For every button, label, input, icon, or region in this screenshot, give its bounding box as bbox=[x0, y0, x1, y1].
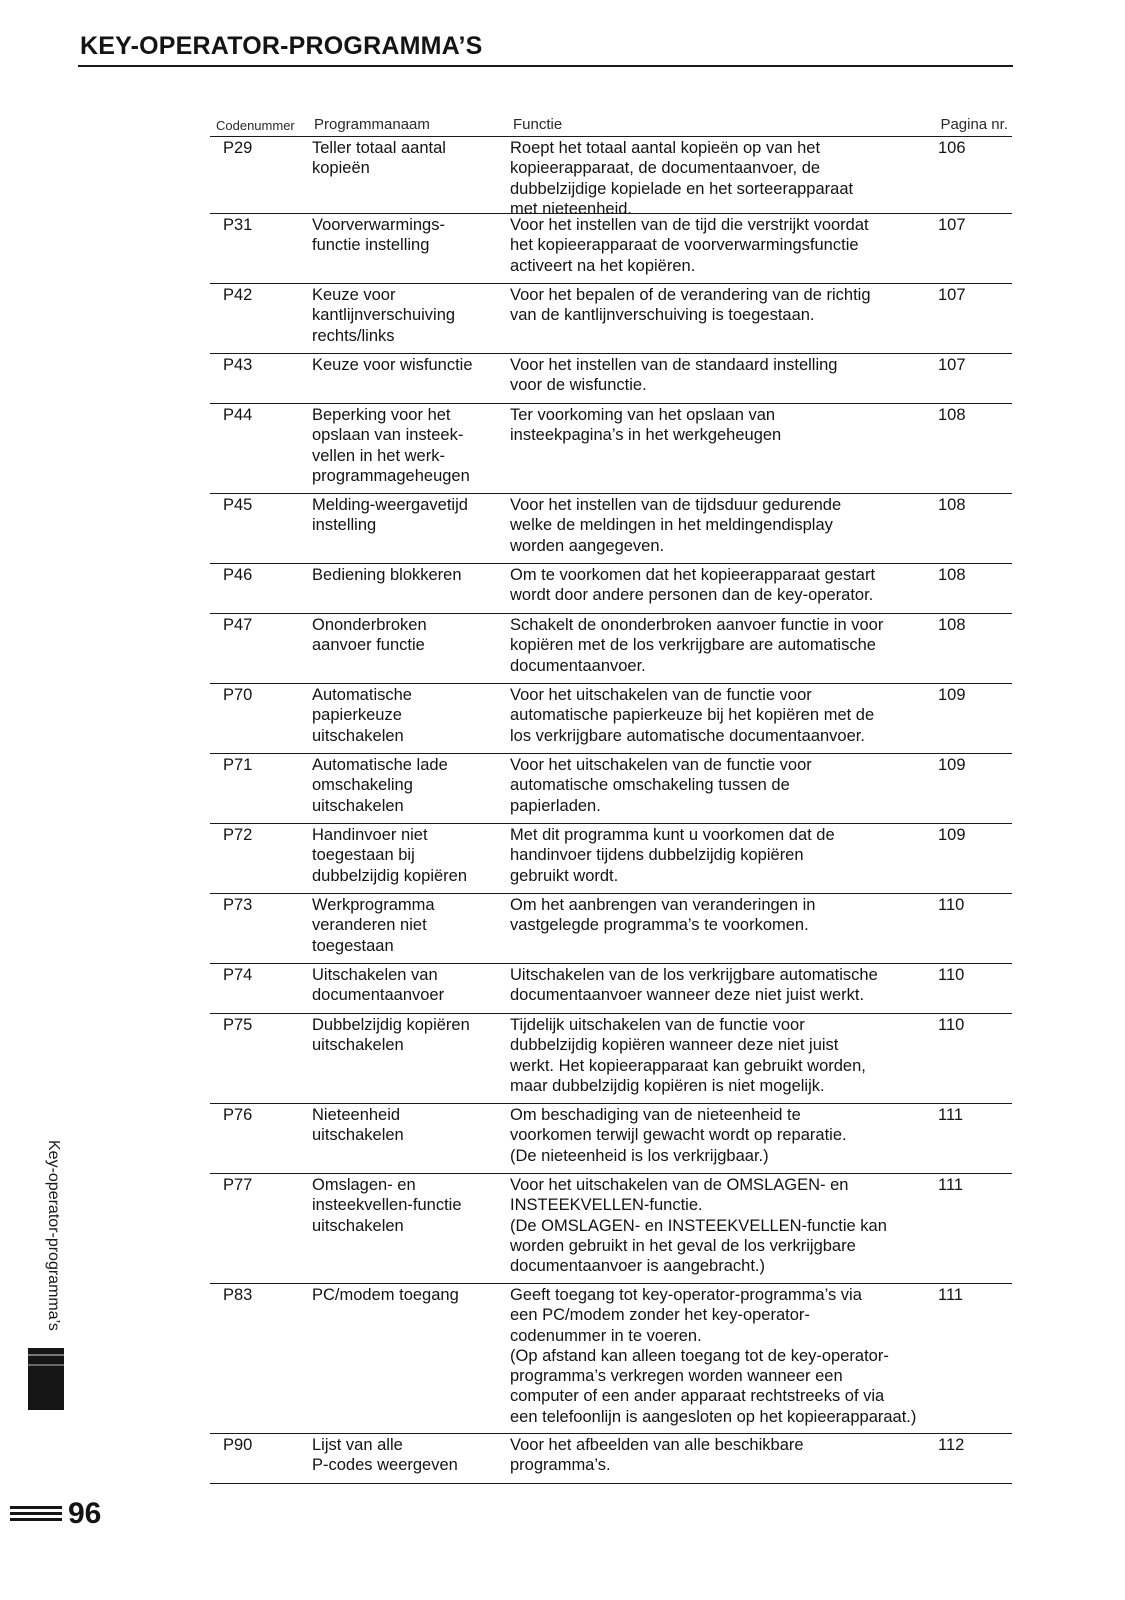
row-page: 108 bbox=[938, 406, 966, 424]
row-function: Om beschadiging van de nieteenheid te voorkomen terwijl gewacht wordt op reparatie. (De nieteenheid is los verkrijgbaar.) bbox=[510, 1106, 847, 1165]
row-name: Werkprogramma veranderen niet toegestaan bbox=[312, 896, 435, 955]
row-name: Beperking voor het opslaan van insteek- vellen in het werk- programmageheugen bbox=[312, 406, 470, 485]
row-code: P47 bbox=[223, 616, 253, 634]
row-code: P90 bbox=[223, 1436, 253, 1454]
table-row bbox=[210, 1174, 1012, 1284]
row-code: P76 bbox=[223, 1106, 253, 1124]
row-page: 112 bbox=[938, 1436, 965, 1454]
table-row bbox=[210, 964, 1012, 1014]
row-code: P70 bbox=[223, 686, 253, 704]
table-row bbox=[210, 614, 1012, 684]
row-name: Melding-weergavetijd instelling bbox=[312, 496, 468, 535]
header-function: Functie bbox=[513, 116, 563, 133]
row-name: Ononderbroken aanvoer functie bbox=[312, 616, 427, 655]
row-page: 111 bbox=[938, 1176, 964, 1194]
row-function: Voor het instellen van de standaard instelling voor de wisfunctie. bbox=[510, 356, 838, 395]
row-page: 107 bbox=[938, 286, 966, 304]
row-page: 108 bbox=[938, 496, 966, 514]
row-name: Bediening blokkeren bbox=[312, 566, 462, 584]
row-page: 109 bbox=[938, 686, 966, 704]
row-function: Voor het uitschakelen van de OMSLAGEN- en INSTEEKVELLEN-functie. (De OMSLAGEN- en INSTEEKVELLEN-functie kan worden gebruikt in het geval de los verkrijgbare documentaanvoer is aangebracht.) bbox=[510, 1176, 887, 1276]
row-name: PC/modem toegang bbox=[312, 1286, 459, 1304]
table-row bbox=[210, 1014, 1012, 1104]
row-page: 106 bbox=[938, 139, 966, 157]
row-function: Geeft toegang tot key-operator-programma’s via een PC/modem zonder het key-operator- codenummer in te voeren. (Op afstand kan alleen toegang tot de key-operator- programma’s verkregen worden wanneer een computer of een ander apparaat rechtstreeks of via een telefoonlijn is aangesloten op het kopieerapparaat.) bbox=[510, 1286, 917, 1426]
row-name: Automatische lade omschakeling uitschakelen bbox=[312, 756, 448, 815]
row-name: Teller totaal aantal kopieën bbox=[312, 139, 446, 178]
row-function: Om het aanbrengen van veranderingen in vastgelegde programma’s te voorkomen. bbox=[510, 896, 816, 935]
side-tab-marker bbox=[28, 1348, 64, 1410]
row-name: Omslagen- en insteekvellen-functie uitschakelen bbox=[312, 1176, 462, 1235]
row-function: Voor het instellen van de tijd die verstrijkt voordat het kopieerapparaat de voorverwarmingsfunctie activeert na het kopiëren. bbox=[510, 216, 869, 275]
row-name: Handinvoer niet toegestaan bij dubbelzijdig kopiëren bbox=[312, 826, 468, 885]
row-code: P74 bbox=[223, 966, 253, 984]
table-row bbox=[210, 1104, 1012, 1174]
row-name: Dubbelzijdig kopiëren uitschakelen bbox=[312, 1016, 470, 1055]
page-title: KEY-OPERATOR-PROGRAMMA’S bbox=[80, 32, 483, 60]
row-code: P43 bbox=[223, 356, 253, 374]
table-row bbox=[210, 894, 1012, 964]
row-page: 109 bbox=[938, 756, 966, 774]
row-function: Voor het uitschakelen van de functie voor automatische papierkeuze bij het kopiëren met de los verkrijgbare automatische documentaanvoer. bbox=[510, 686, 875, 745]
page-number-mark bbox=[10, 1506, 62, 1522]
header-name: Programmanaam bbox=[314, 116, 430, 133]
table-row bbox=[210, 214, 1012, 284]
row-function: Schakelt de ononderbroken aanvoer functie in voor kopiëren met de los verkrijgbare are automatische documentaanvoer. bbox=[510, 616, 884, 675]
row-page: 108 bbox=[938, 566, 966, 584]
row-function: Ter voorkoming van het opslaan van insteekpagina’s in het werkgeheugen bbox=[510, 406, 782, 445]
row-name: Keuze voor wisfunctie bbox=[312, 356, 473, 374]
row-page: 110 bbox=[938, 966, 965, 984]
header-code: Codenummer bbox=[216, 118, 295, 133]
table-row bbox=[210, 1434, 1012, 1484]
page-number: 96 bbox=[68, 1497, 102, 1530]
table-row bbox=[210, 564, 1012, 614]
row-function: Voor het bepalen of de verandering van de richtig van de kantlijnverschuiving is toegestaan. bbox=[510, 286, 871, 325]
row-page: 108 bbox=[938, 616, 966, 634]
row-page: 110 bbox=[938, 896, 965, 914]
row-code: P31 bbox=[223, 216, 253, 234]
row-function: Voor het uitschakelen van de functie voor automatische omschakeling tussen de papierladen. bbox=[510, 756, 812, 815]
row-page: 107 bbox=[938, 216, 966, 234]
row-code: P45 bbox=[223, 496, 253, 514]
row-function: Uitschakelen van de los verkrijgbare automatische documentaanvoer wanneer deze niet juist werkt. bbox=[510, 966, 878, 1005]
row-name: Automatische papierkeuze uitschakelen bbox=[312, 686, 412, 745]
program-table bbox=[210, 112, 1012, 1484]
row-name: Voorverwarmings- functie instelling bbox=[312, 216, 445, 255]
row-page: 107 bbox=[938, 356, 966, 374]
row-function: Roept het totaal aantal kopieën op van het kopieerapparaat, de documentaanvoer, de dubbelzijdige kopielade en het sorteerapparaat met nieteenheid. bbox=[510, 139, 854, 218]
row-page: 110 bbox=[938, 1016, 965, 1034]
row-function: Om te voorkomen dat het kopieerapparaat gestart wordt door andere personen dan de key-operator. bbox=[510, 566, 876, 605]
row-code: P71 bbox=[223, 756, 253, 774]
table-header bbox=[210, 112, 1012, 137]
row-code: P73 bbox=[223, 896, 253, 914]
table-row bbox=[210, 284, 1012, 354]
row-code: P83 bbox=[223, 1286, 253, 1304]
row-function: Tijdelijk uitschakelen van de functie voor dubbelzijdig kopiëren wanneer deze niet juist werkt. Het kopieerapparaat kan gebruikt worden, maar dubbelzijdig kopiëren is niet mogelijk. bbox=[510, 1016, 866, 1095]
row-name: Uitschakelen van documentaanvoer bbox=[312, 966, 445, 1005]
header-page: Pagina nr. bbox=[940, 116, 1008, 133]
row-code: P75 bbox=[223, 1016, 253, 1034]
row-code: P29 bbox=[223, 139, 253, 157]
row-code: P42 bbox=[223, 286, 253, 304]
table-row bbox=[210, 754, 1012, 824]
table-row bbox=[210, 494, 1012, 564]
table-row bbox=[210, 137, 1012, 218]
row-page: 111 bbox=[938, 1286, 964, 1304]
side-label: Key-operator-programma’s bbox=[45, 1140, 62, 1331]
table-row bbox=[210, 824, 1012, 894]
row-page: 109 bbox=[938, 826, 966, 844]
row-name: Nieteenheid uitschakelen bbox=[312, 1106, 404, 1145]
title-rule bbox=[78, 65, 1013, 67]
row-code: P77 bbox=[223, 1176, 253, 1194]
row-code: P44 bbox=[223, 406, 253, 424]
row-name: Lijst van alle P-codes weergeven bbox=[312, 1436, 458, 1475]
table-row bbox=[210, 1284, 1012, 1434]
row-function: Met dit programma kunt u voorkomen dat de handinvoer tijdens dubbelzijdig kopiëren gebruikt wordt. bbox=[510, 826, 835, 885]
row-function: Voor het instellen van de tijdsduur gedurende welke de meldingen in het meldingendisplay worden aangegeven. bbox=[510, 496, 842, 555]
table-row bbox=[210, 354, 1012, 404]
row-name: Keuze voor kantlijnverschuiving rechts/links bbox=[312, 286, 456, 345]
row-code: P72 bbox=[223, 826, 253, 844]
row-code: P46 bbox=[223, 566, 253, 584]
row-function: Voor het afbeelden van alle beschikbare programma’s. bbox=[510, 1436, 804, 1475]
table-row bbox=[210, 404, 1012, 494]
table-row bbox=[210, 684, 1012, 754]
row-page: 111 bbox=[938, 1106, 964, 1124]
